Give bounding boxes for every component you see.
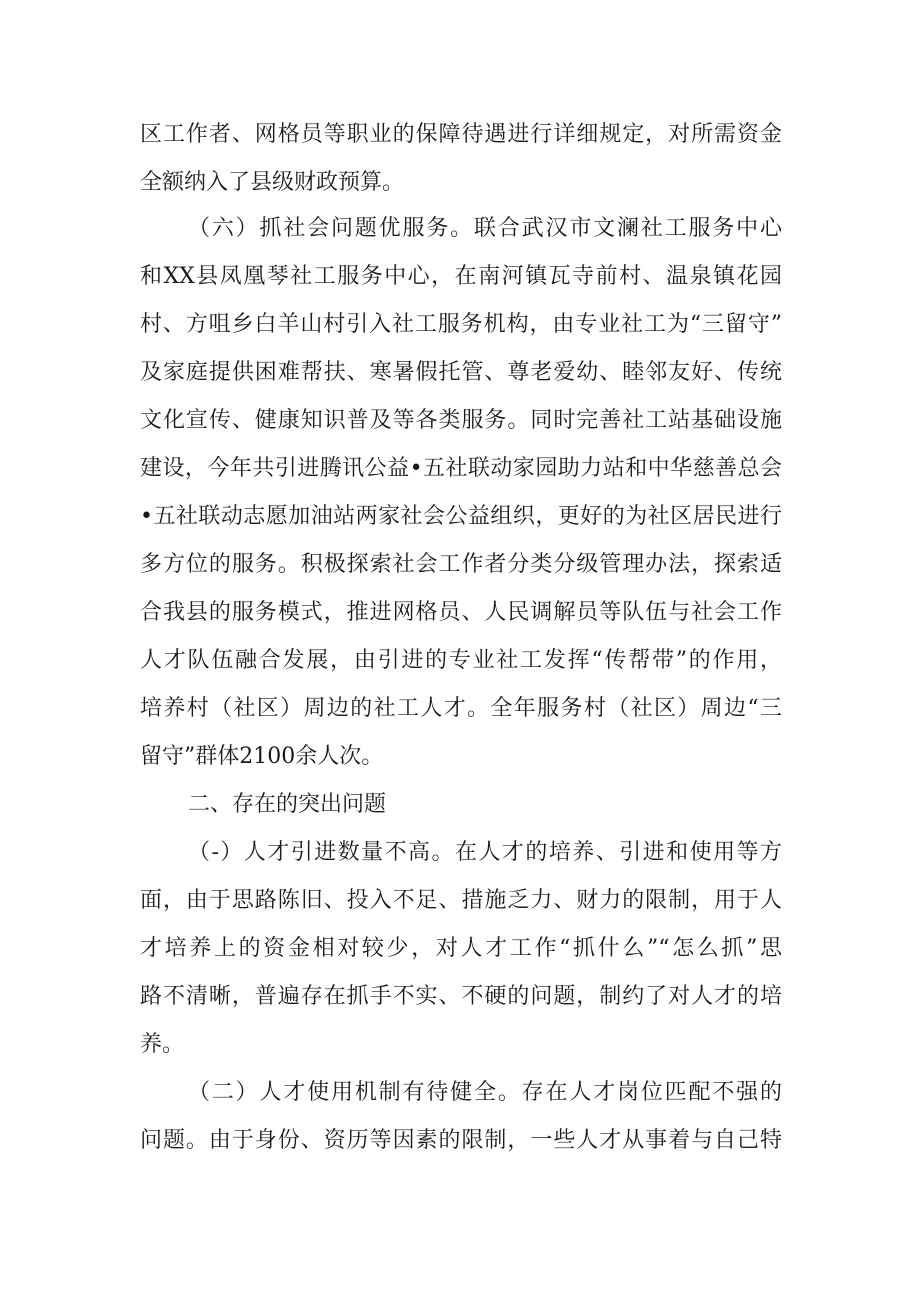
text-line: 多方位的服务。积极探索社会工作者分类分级管理办法，探索适: [140, 552, 782, 577]
paragraph-heading-line: （六）抓社会问题优服务。联合武汉市文澜社工服务中心: [188, 216, 782, 241]
text-line: 建设，今年共引进腾讯公益•五社联动家园助力站和中华慈善总会: [140, 456, 782, 481]
paragraph-heading-line: （-）人才引进数量不高。在人才的培养、引进和使用等方: [188, 840, 782, 865]
text-line: •五社联动志愿加油站两家社会公益组织，更好的为社区居民进行: [140, 504, 782, 529]
text-line: 面，由于思路陈旧、投入不足、措施乏力、财力的限制，用于人: [140, 888, 782, 913]
text-line: 全额纳入了县级财政预算。: [140, 170, 405, 195]
section-heading: 二、存在的突出问题: [188, 792, 387, 817]
text-line: 路不清晰，普遍存在抓手不实、不硬的问题，制约了对人才的培: [140, 984, 782, 1009]
text-line: 留守”群体2100余人次。: [140, 744, 384, 769]
text-line: 和XX县凤凰琴社工服务中心，在南河镇瓦寺前村、温泉镇花园: [140, 264, 782, 289]
text-line: 区工作者、网格员等职业的保障待遇进行详细规定，对所需资金: [140, 122, 782, 147]
text-line: 才培养上的资金相对较少，对人才工作“抓什么”“怎么抓”思: [140, 936, 782, 961]
text-line: 文化宣传、健康知识普及等各类服务。同时完善社工站基础设施: [140, 408, 782, 433]
text-line: 及家庭提供困难帮扶、寒暑假托管、尊老爱幼、睦邻友好、传统: [140, 360, 782, 385]
paragraph-heading-line: （二）人才使用机制有待健全。存在人才岗位匹配不强的: [188, 1080, 782, 1105]
text-line: 村、方咀乡白羊山村引入社工服务机构，由专业社工为“三留守”: [140, 312, 782, 337]
text-line: 问题。由于身份、资历等因素的限制，一些人才从事着与自己特: [140, 1128, 782, 1153]
text-line: 培养村（社区）周边的社工人才。全年服务村（社区）周边“三: [140, 696, 782, 721]
text-line: 合我县的服务模式，推进网格员、人民调解员等队伍与社会工作: [140, 600, 782, 625]
text-line: 人才队伍融合发展，由引进的专业社工发挥“传帮带”的作用，: [140, 648, 782, 673]
text-line: 养。: [140, 1032, 185, 1057]
